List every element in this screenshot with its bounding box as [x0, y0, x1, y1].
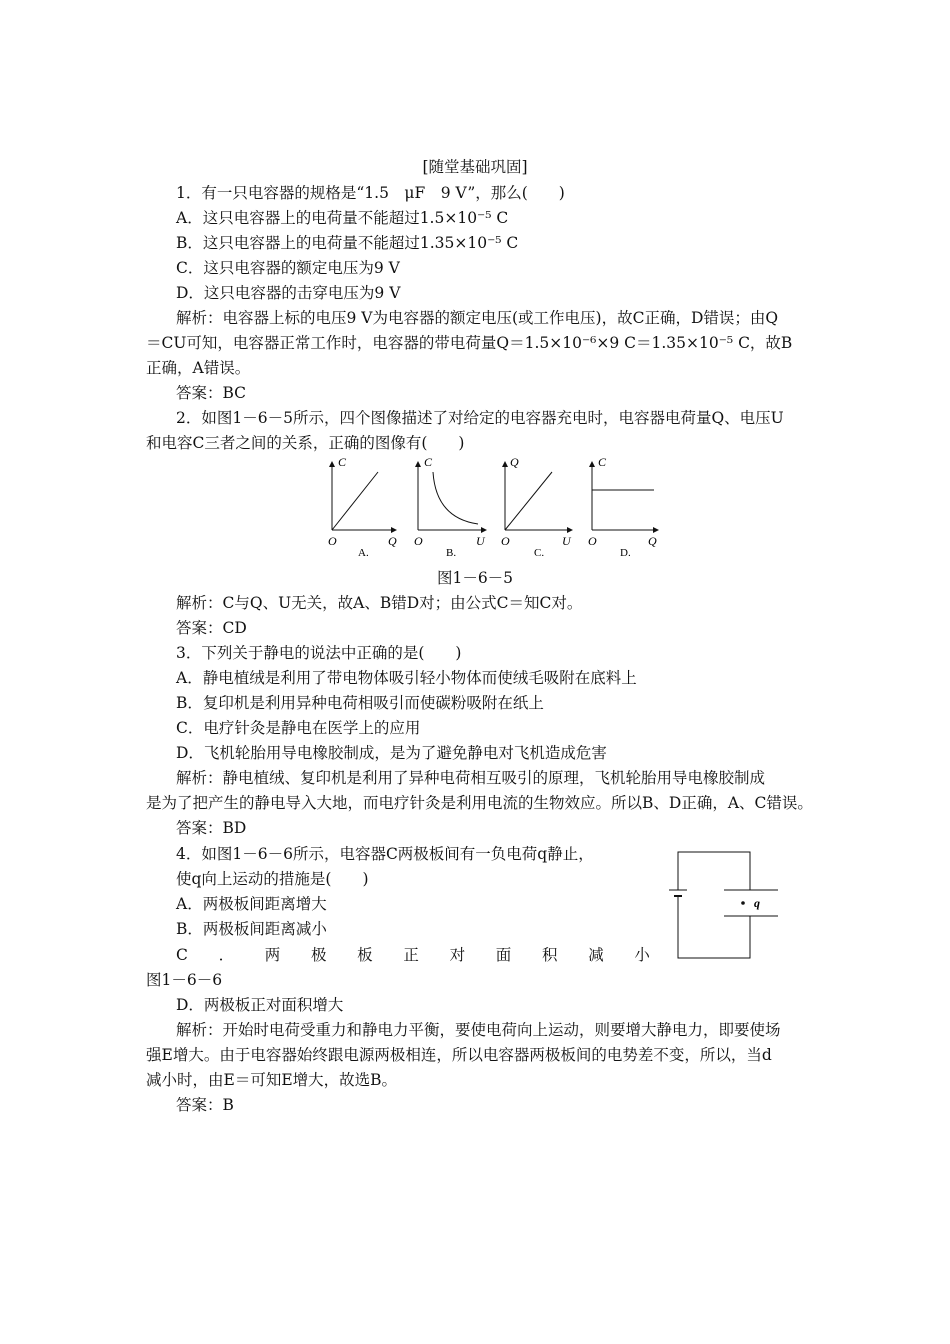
q1-analysis-line: ＝CU可知，电容器正常工作时，电容器的带电荷量Q＝1.5×10⁻⁶×9 C＝1.35×10⁻⁵ C，故B	[146, 334, 793, 352]
section-title: [随堂基础巩固]	[422, 158, 528, 176]
figure-caption-1-6-5: 图1－6－5	[436, 569, 514, 587]
charge-dot	[741, 901, 745, 905]
q2-stem-line: 2．如图1－6－5所示，四个图像描述了对给定的电容器充电时，电容器电荷量Q、电压U	[176, 409, 784, 427]
figure-caption-1-6-6: 图1－6－6	[146, 971, 223, 989]
graph-c-origin: O	[501, 534, 510, 548]
graph-d-y-label: C	[598, 456, 607, 469]
q3-stem: 3．下列关于静电的说法中正确的是( )	[176, 644, 462, 662]
q4-option-c-char: 极	[310, 946, 327, 964]
graph-b-curve	[433, 472, 478, 524]
q4-option-c-char: 积	[541, 946, 558, 964]
q4-option-c-char: 正	[403, 946, 419, 964]
graph-a-y-label: C	[338, 456, 347, 469]
graph-b-x-label: U	[476, 534, 485, 548]
q2-stem-line: 和电容C三者之间的关系，正确的图像有( )	[146, 434, 465, 452]
graph-a-curve	[332, 472, 378, 530]
graph-c-curve	[505, 472, 552, 530]
q4-option-c-char: 对	[449, 946, 466, 964]
q3-option-c: C．电疗针灸是静电在医学上的应用	[176, 719, 421, 737]
q2-analysis: 解析：C与Q、U无关，故A、B错D对；由公式C＝知C对。	[176, 594, 583, 612]
q4-option-c-char: ．	[218, 946, 235, 964]
graph-b-label: B.	[446, 547, 457, 559]
graph-d-origin: O	[588, 534, 597, 548]
q3-option-a: A．静电植绒是利用了带电物体吸引轻小物体而使绒毛吸附在底料上	[176, 669, 637, 687]
q1-analysis-line: 正确，A错误。	[146, 359, 251, 377]
q1-option-d: D．这只电容器的击穿电压为9 V	[176, 284, 401, 302]
figure-1-6-6-circuit	[664, 846, 784, 966]
graph-c-label: C.	[534, 547, 545, 559]
q4-option-c-char: 面	[495, 946, 512, 964]
q4-option-c-char: 小	[634, 946, 650, 964]
q4-option-a: A．两极板间距离增大	[176, 895, 327, 913]
figure-1-6-5	[320, 456, 670, 562]
q4-option-c	[176, 945, 650, 965]
q3-answer: 答案：BD	[176, 819, 247, 837]
q4-analysis-line: 解析：开始时电荷受重力和静电力平衡，要使电荷向上运动，则要增大静电力，即要使场	[176, 1021, 781, 1039]
q4-option-c-char: 两	[264, 946, 281, 964]
graph-a	[328, 456, 397, 559]
graph-d	[588, 456, 658, 559]
q1-answer: 答案：BC	[176, 384, 247, 402]
q1-option-c: C．这只电容器的额定电压为9 V	[176, 259, 400, 277]
q1-stem: 1．有一只电容器的规格是“1.5 μF 9 V”，那么( )	[176, 184, 565, 202]
q3-analysis-line: 解析：静电植绒、复印机是利用了异种电荷相互吸引的原理，飞机轮胎用导电橡胶制成	[176, 769, 766, 787]
graph-a-label: A.	[358, 547, 369, 559]
graph-a-origin: O	[328, 534, 337, 548]
q3-option-d: D．飞机轮胎用导电橡胶制成，是为了避免静电对飞机造成危害	[176, 744, 607, 762]
q1-analysis-line: 解析：电容器上标的电压9 V为电容器的额定电压(或工作电压)，故C正确，D错误；由Q	[176, 309, 779, 327]
q4-answer: 答案：B	[176, 1096, 234, 1114]
q4-option-c-char: 板	[357, 946, 373, 964]
q4-analysis-line: 减小时，由E＝可知E增大，故选B。	[146, 1071, 398, 1089]
graph-b-origin: O	[414, 534, 423, 548]
q4-option-c-char: 减	[588, 946, 604, 964]
q1-option-a: A．这只电容器上的电荷量不能超过1.5×10⁻⁵ C	[176, 209, 509, 227]
q4-option-c-char: C	[176, 946, 188, 964]
q3-option-b: B．复印机是利用异种电荷相吸引而使碳粉吸附在纸上	[176, 694, 544, 712]
q3-analysis-line: 是为了把产生的静电导入大地，而电疗针灸是利用电流的生物效应。所以B、D正确，A、C错误。	[146, 794, 813, 812]
graph-c-x-label: U	[562, 534, 571, 548]
graph-d-x-label: Q	[648, 534, 657, 548]
q1-option-b: B．这只电容器上的电荷量不能超过1.35×10⁻⁵ C	[176, 234, 519, 252]
q4-analysis-line: 强E增大。由于电容器始终跟电源两极相连，所以电容器两极板间的电势差不变，所以，当d	[146, 1046, 772, 1064]
graph-d-label: D.	[620, 547, 631, 559]
q4-option-b: B．两极板间距离减小	[176, 920, 327, 938]
charge-label: q	[754, 896, 760, 910]
q2-answer: 答案：CD	[176, 619, 247, 637]
graph-c-y-label: Q	[510, 456, 519, 469]
q4-stem-line: 使q向上运动的措施是( )	[176, 870, 369, 888]
graph-c	[501, 456, 572, 559]
graph-b	[414, 456, 486, 559]
graph-b-y-label: C	[424, 456, 433, 469]
q4-option-d: D．两极板正对面积增大	[176, 996, 344, 1014]
q4-stem-line: 4．如图1－6－6所示，电容器C两极板间有一负电荷q静止，	[176, 845, 594, 863]
graph-a-x-label: Q	[388, 534, 397, 548]
